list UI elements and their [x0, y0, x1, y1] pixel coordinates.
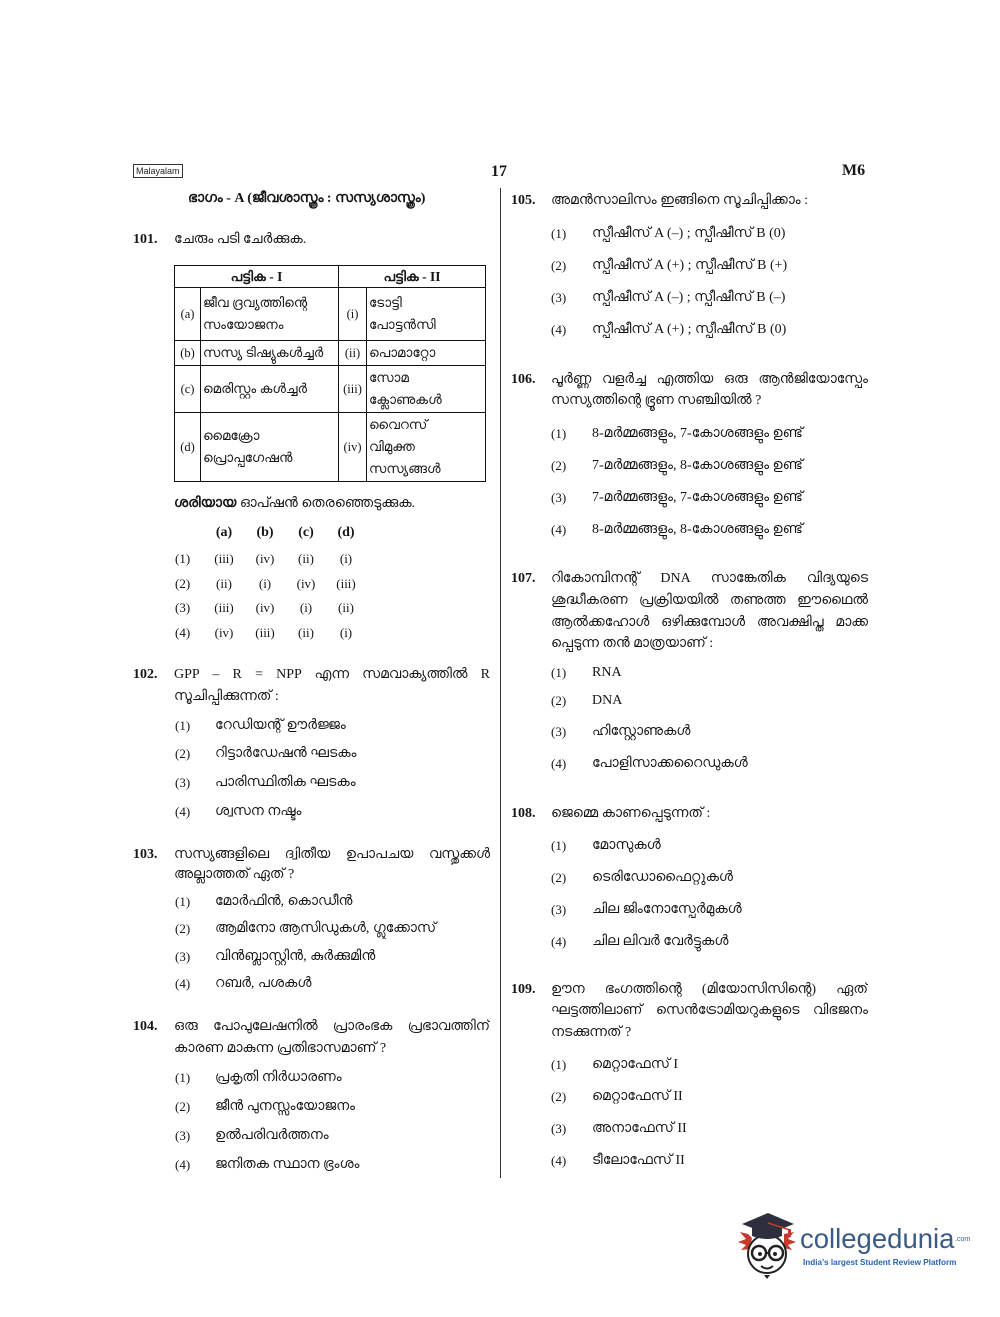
option-label: (4) [551, 934, 567, 949]
option-label: (3) [551, 490, 567, 505]
option-text: ഹിസ്റ്റോണുകൾ [592, 724, 691, 739]
option-label: (4) [175, 976, 191, 991]
option [175, 974, 490, 994]
row-label: (a) [175, 288, 201, 341]
answer-value: (iii) [214, 600, 234, 615]
option-label: (3) [551, 724, 567, 739]
option [551, 722, 872, 742]
option-text: DNA [592, 693, 623, 708]
answer-row-label: (3) [175, 600, 191, 615]
paper-code: M6 [842, 162, 866, 179]
option [551, 1151, 872, 1171]
answer-value: (i) [339, 625, 353, 640]
option [551, 224, 872, 244]
option [551, 663, 872, 683]
question-text-line: നടക്കുന്നത് ? [551, 1025, 632, 1040]
option [551, 1055, 872, 1075]
answer-value: (ii) [216, 576, 232, 591]
option-text: ജനിതക സ്ഥാന ഭ്രംശം [215, 1157, 360, 1172]
answer-value: (iv) [255, 600, 275, 615]
instruction-emphasis: ശരിയായ [174, 496, 237, 511]
cell-text: ടോട്ടി [369, 295, 402, 310]
option-label: (3) [175, 949, 191, 964]
option [551, 1119, 872, 1139]
option-label: (3) [175, 1128, 191, 1143]
option-text: 8-മർമ്മങ്ങളും, 7-കോശങ്ങളും ഉണ്ട് [592, 426, 803, 441]
question-text-line: പ്പെടുന്ന തൻ മാത്രയാണ് : [551, 636, 714, 651]
answer-value: (i) [299, 600, 313, 615]
column-divider [500, 188, 501, 1178]
table-row [175, 413, 486, 482]
option-label: (1) [551, 426, 567, 441]
option-label: (3) [175, 775, 191, 790]
option [551, 868, 872, 888]
question-number: 109. [511, 982, 536, 997]
question-text-line: ഘട്ടത്തിലാണ് സെൻട്രോമിയറുകളുടെ വിഭജനം [551, 1003, 868, 1018]
row-label: (iii) [339, 366, 367, 413]
table-row [175, 288, 486, 341]
option-text: സ്പീഷീസ് A (–) ; സ്പീഷീസ് B (0) [592, 226, 786, 241]
option-label: (1) [175, 1070, 191, 1085]
table-row [175, 366, 486, 413]
question-number: 101. [133, 232, 158, 247]
chin-mark [764, 1275, 770, 1279]
option-label: (2) [551, 1089, 567, 1104]
row-label: (d) [175, 413, 201, 482]
table-cell [201, 288, 339, 341]
option-label: (3) [551, 290, 567, 305]
option-text: ഉൽപരിവർത്തനം [215, 1128, 329, 1143]
table-cell [201, 413, 339, 482]
question-text-line: സൂചിപ്പിക്കുന്നത് : [174, 689, 279, 704]
answer-header: (b) [256, 525, 274, 540]
option-label: (2) [551, 458, 567, 473]
option [551, 488, 872, 508]
subject-label: Malayalam [133, 164, 183, 178]
option-label: (4) [175, 804, 191, 819]
answer-value: (iii) [336, 576, 356, 591]
page-number: 17 [491, 163, 507, 180]
question-text-line: ആൽക്കഹോൾ ഒഴിക്കുമ്പോൾ അവക്ഷിപ്ത മാക്ക [551, 615, 868, 630]
row-label: (iv) [339, 413, 367, 482]
option [175, 773, 490, 793]
option-text: ടെരിഡോഫൈറ്റുകൾ [592, 870, 733, 885]
option-text: റബർ, പശകൾ [215, 976, 312, 991]
question-number: 102. [133, 667, 158, 682]
question-text-line: ഊന ഭംഗത്തിന്റെ (മിയോസിസിന്റെ) ഏത് [551, 982, 868, 997]
answer-value: (ii) [298, 625, 314, 640]
option-label: (2) [175, 921, 191, 936]
cell-text: സംയോജനം [203, 317, 284, 332]
option [551, 754, 872, 774]
option [175, 1097, 490, 1117]
option [551, 424, 872, 444]
option-label: (1) [551, 1057, 567, 1072]
row-label: (b) [175, 341, 201, 366]
table-cell [367, 366, 486, 413]
cell-text: ജീവ ദ്രവ്യത്തിന്റെ [203, 295, 308, 310]
table-cell [367, 413, 486, 482]
logo-suffix: .com [955, 1236, 971, 1243]
option-text: പ്രകൃതി നിർധാരണം [215, 1070, 342, 1085]
table-cell [367, 288, 486, 341]
option [551, 256, 872, 276]
option-label: (2) [175, 746, 191, 761]
answer-value: (iii) [214, 551, 234, 566]
option [175, 716, 490, 736]
option [551, 691, 872, 711]
question-text-line: അല്ലാത്തത് ഏത് ? [174, 867, 295, 882]
option-text: മെറ്റാഫേസ് I [592, 1057, 679, 1072]
option [175, 802, 490, 822]
answer-value: (iv) [255, 551, 275, 566]
option-label: (3) [551, 902, 567, 917]
option-text: ജീൻ പുനസ്സംയോജനം [215, 1099, 355, 1114]
answer-value: (iii) [255, 625, 275, 640]
option-text: 7-മർമ്മങ്ങളും, 7-കോശങ്ങളും ഉണ്ട് [592, 490, 803, 505]
row-label: (i) [339, 288, 367, 341]
option-label: (4) [175, 1157, 191, 1172]
question-text-line: ഒരു പോപുലേഷനിൽ പ്രാരംഭക പ്രഭാവത്തിന് [174, 1019, 490, 1034]
question-number: 103. [133, 847, 158, 862]
answer-row-label: (1) [175, 551, 191, 566]
option [175, 1126, 490, 1146]
cell-text: മൈക്രോ [203, 428, 260, 443]
option [175, 919, 490, 939]
option-text: സ്പീഷീസ് A (+) ; സ്പീഷീസ് B (+) [592, 258, 788, 273]
answer-value: (ii) [338, 600, 354, 615]
answer-row-label: (2) [175, 576, 191, 591]
option-text: 8-മർമ്മങ്ങളും, 8-കോശങ്ങളും ഉണ്ട് [592, 522, 803, 537]
cell-text: പൊമാറ്റോ [369, 345, 436, 360]
cell-text: പ്രൊപ്പഗേഷൻ [203, 450, 293, 465]
question-number: 107. [511, 571, 536, 586]
option-text: മോസുകൾ [592, 838, 661, 853]
option [551, 932, 872, 952]
section-title: ഭാഗം - A (ജീവശാസ്ത്രം : സസ്യശാസ്ത്രം) [188, 191, 426, 206]
option [551, 288, 872, 308]
option [175, 892, 490, 912]
option-label: (2) [551, 870, 567, 885]
option [175, 947, 490, 967]
question-text-line: കാരണ മാകുന്ന പ്രതിഭാസമാണ് ? [174, 1041, 387, 1056]
answer-value: (ii) [298, 551, 314, 566]
option-text: RNA [592, 665, 622, 680]
cell-text: പോട്ടൻസി [369, 317, 436, 332]
option-text: സ്പീഷീസ് A (–) ; സ്പീഷീസ് B (–) [592, 290, 786, 305]
match-table [174, 265, 486, 482]
option [175, 744, 490, 764]
table-cell [367, 341, 486, 366]
table-cell [201, 366, 339, 413]
table-cell [201, 341, 339, 366]
option-label: (4) [551, 522, 567, 537]
option-text: പാരിസ്ഥിതിക ഘടകം [215, 775, 356, 790]
option-text: ശ്വസന നഷ്ടം [215, 804, 302, 819]
option-label: (3) [551, 1121, 567, 1136]
option-text: സ്പീഷീസ് A (+) ; സ്പീഷീസ് B (0) [592, 322, 787, 337]
option-label: (2) [175, 1099, 191, 1114]
question-text-line: റികോമ്പിനന്റ് DNA സാങ്കേതിക വിദ്യയുടെ [551, 571, 868, 586]
option-label: (2) [551, 258, 567, 273]
question-number: 106. [511, 372, 536, 387]
row-label: (ii) [339, 341, 367, 366]
option [551, 320, 872, 340]
option-text: പോളിസാക്കറൈഡുകൾ [592, 756, 748, 771]
option [551, 836, 872, 856]
question-text-line: സസ്യത്തിന്റെ ഭ്രൂണ സഞ്ചിയിൽ ? [551, 393, 762, 408]
option-text: റിട്ടാർഡേഷൻ ഘടകം [215, 746, 357, 761]
option-label: (2) [551, 693, 567, 708]
answer-value: (iv) [214, 625, 234, 640]
option-text: മെറ്റാഫേസ് II [592, 1089, 683, 1104]
option [551, 900, 872, 920]
question-text-line: GPP – R = NPP എന്ന സമവാക്യത്തിൽ R [174, 667, 490, 682]
answer-value: (i) [339, 551, 353, 566]
option-label: (4) [551, 1153, 567, 1168]
table-header-row [175, 266, 486, 288]
question-text-line: അമൻസാലിസം ഇങ്ങിനെ സൂചിപ്പിക്കാം : [551, 193, 809, 208]
column-header: പട്ടിക - II [339, 266, 486, 288]
option [551, 456, 872, 476]
question-text-line: ചേരും പടി ചേർക്കുക. [174, 232, 307, 247]
logo-wordmark: collegedunia [800, 1223, 955, 1254]
option [551, 520, 872, 540]
option-label: (4) [551, 322, 567, 337]
option-text: റേഡിയന്റ് ഊർജ്ജം [215, 718, 346, 733]
answer-value: (iv) [296, 576, 316, 591]
option-text: ആമിനോ ആസിഡുകൾ, ഗ്ലൂക്കോസ് [215, 921, 437, 936]
answer-value: (i) [258, 576, 272, 591]
option-label: (1) [175, 894, 191, 909]
option-text: വിൻബ്ലാസ്റ്റിൻ, കുർക്കുമിൻ [215, 949, 376, 964]
option-text: ചില ലിവർ വേർട്ടുകൾ [592, 934, 729, 949]
cell-text: ക്ലോണുകൾ [369, 392, 442, 407]
option-text: ചില ജിംനോസ്പേർമുകൾ [592, 902, 742, 917]
option-label: (1) [551, 665, 567, 680]
cell-text: സസ്യങ്ങൾ [369, 461, 441, 476]
question-number: 105. [511, 193, 536, 208]
answer-header: (c) [298, 525, 314, 540]
cell-text: സസ്യ ടിഷ്യുകൾച്ചർ [203, 345, 324, 360]
option-text: മോർഫിൻ, കൊഡീൻ [215, 894, 353, 909]
option [551, 1087, 872, 1107]
question-text-line: സസ്യങ്ങളിലെ ദ്വിതീയ ഉപാപചയ വസ്തുക്കൾ [174, 847, 490, 862]
logo-tagline: India's largest Student Review Platform [803, 1258, 957, 1267]
table-row [175, 341, 486, 366]
cell-text: മെരിസ്റ്റം കൾച്ചർ [203, 381, 307, 396]
question-text-line: പൂർണ്ണ വളർച്ച എത്തിയ ഒരു ആൻജിയോസ്പേം [551, 372, 868, 387]
cell-text: വിമുക്ത [369, 439, 415, 454]
option-text: 7-മർമ്മങ്ങളും, 8-കോശങ്ങളും ഉണ്ട് [592, 458, 803, 473]
option [175, 1155, 490, 1175]
question-text-line: ജെമ്മെ കാണപ്പെടുന്നത് : [551, 806, 711, 821]
mascot-icon [738, 1208, 798, 1280]
answer-row-label: (4) [175, 625, 191, 640]
cell-text: വൈറസ് [369, 417, 428, 432]
option-label: (4) [551, 756, 567, 771]
option-text: അനാഫേസ് II [592, 1121, 687, 1136]
column-header: പട്ടിക - I [175, 266, 339, 288]
answer-header: (d) [337, 525, 355, 540]
row-label: (c) [175, 366, 201, 413]
question-text-line: ശുദ്ധീകരണ പ്രക്രിയയിൽ തണുത്ത ഈഥൈൽ [551, 593, 868, 608]
instruction [174, 494, 415, 514]
option-label: (1) [551, 226, 567, 241]
cell-text: സോമ [369, 370, 409, 385]
option-text: ടീലോഫേസ് II [592, 1153, 685, 1168]
answer-header: (a) [215, 525, 233, 540]
option-label: (1) [551, 838, 567, 853]
option-label: (1) [175, 718, 191, 733]
question-number: 108. [511, 806, 536, 821]
question-number: 104. [133, 1019, 158, 1034]
option [175, 1068, 490, 1088]
instruction-text: ഓപ്ഷൻ തെരഞ്ഞെടുക്കുക. [239, 496, 416, 511]
